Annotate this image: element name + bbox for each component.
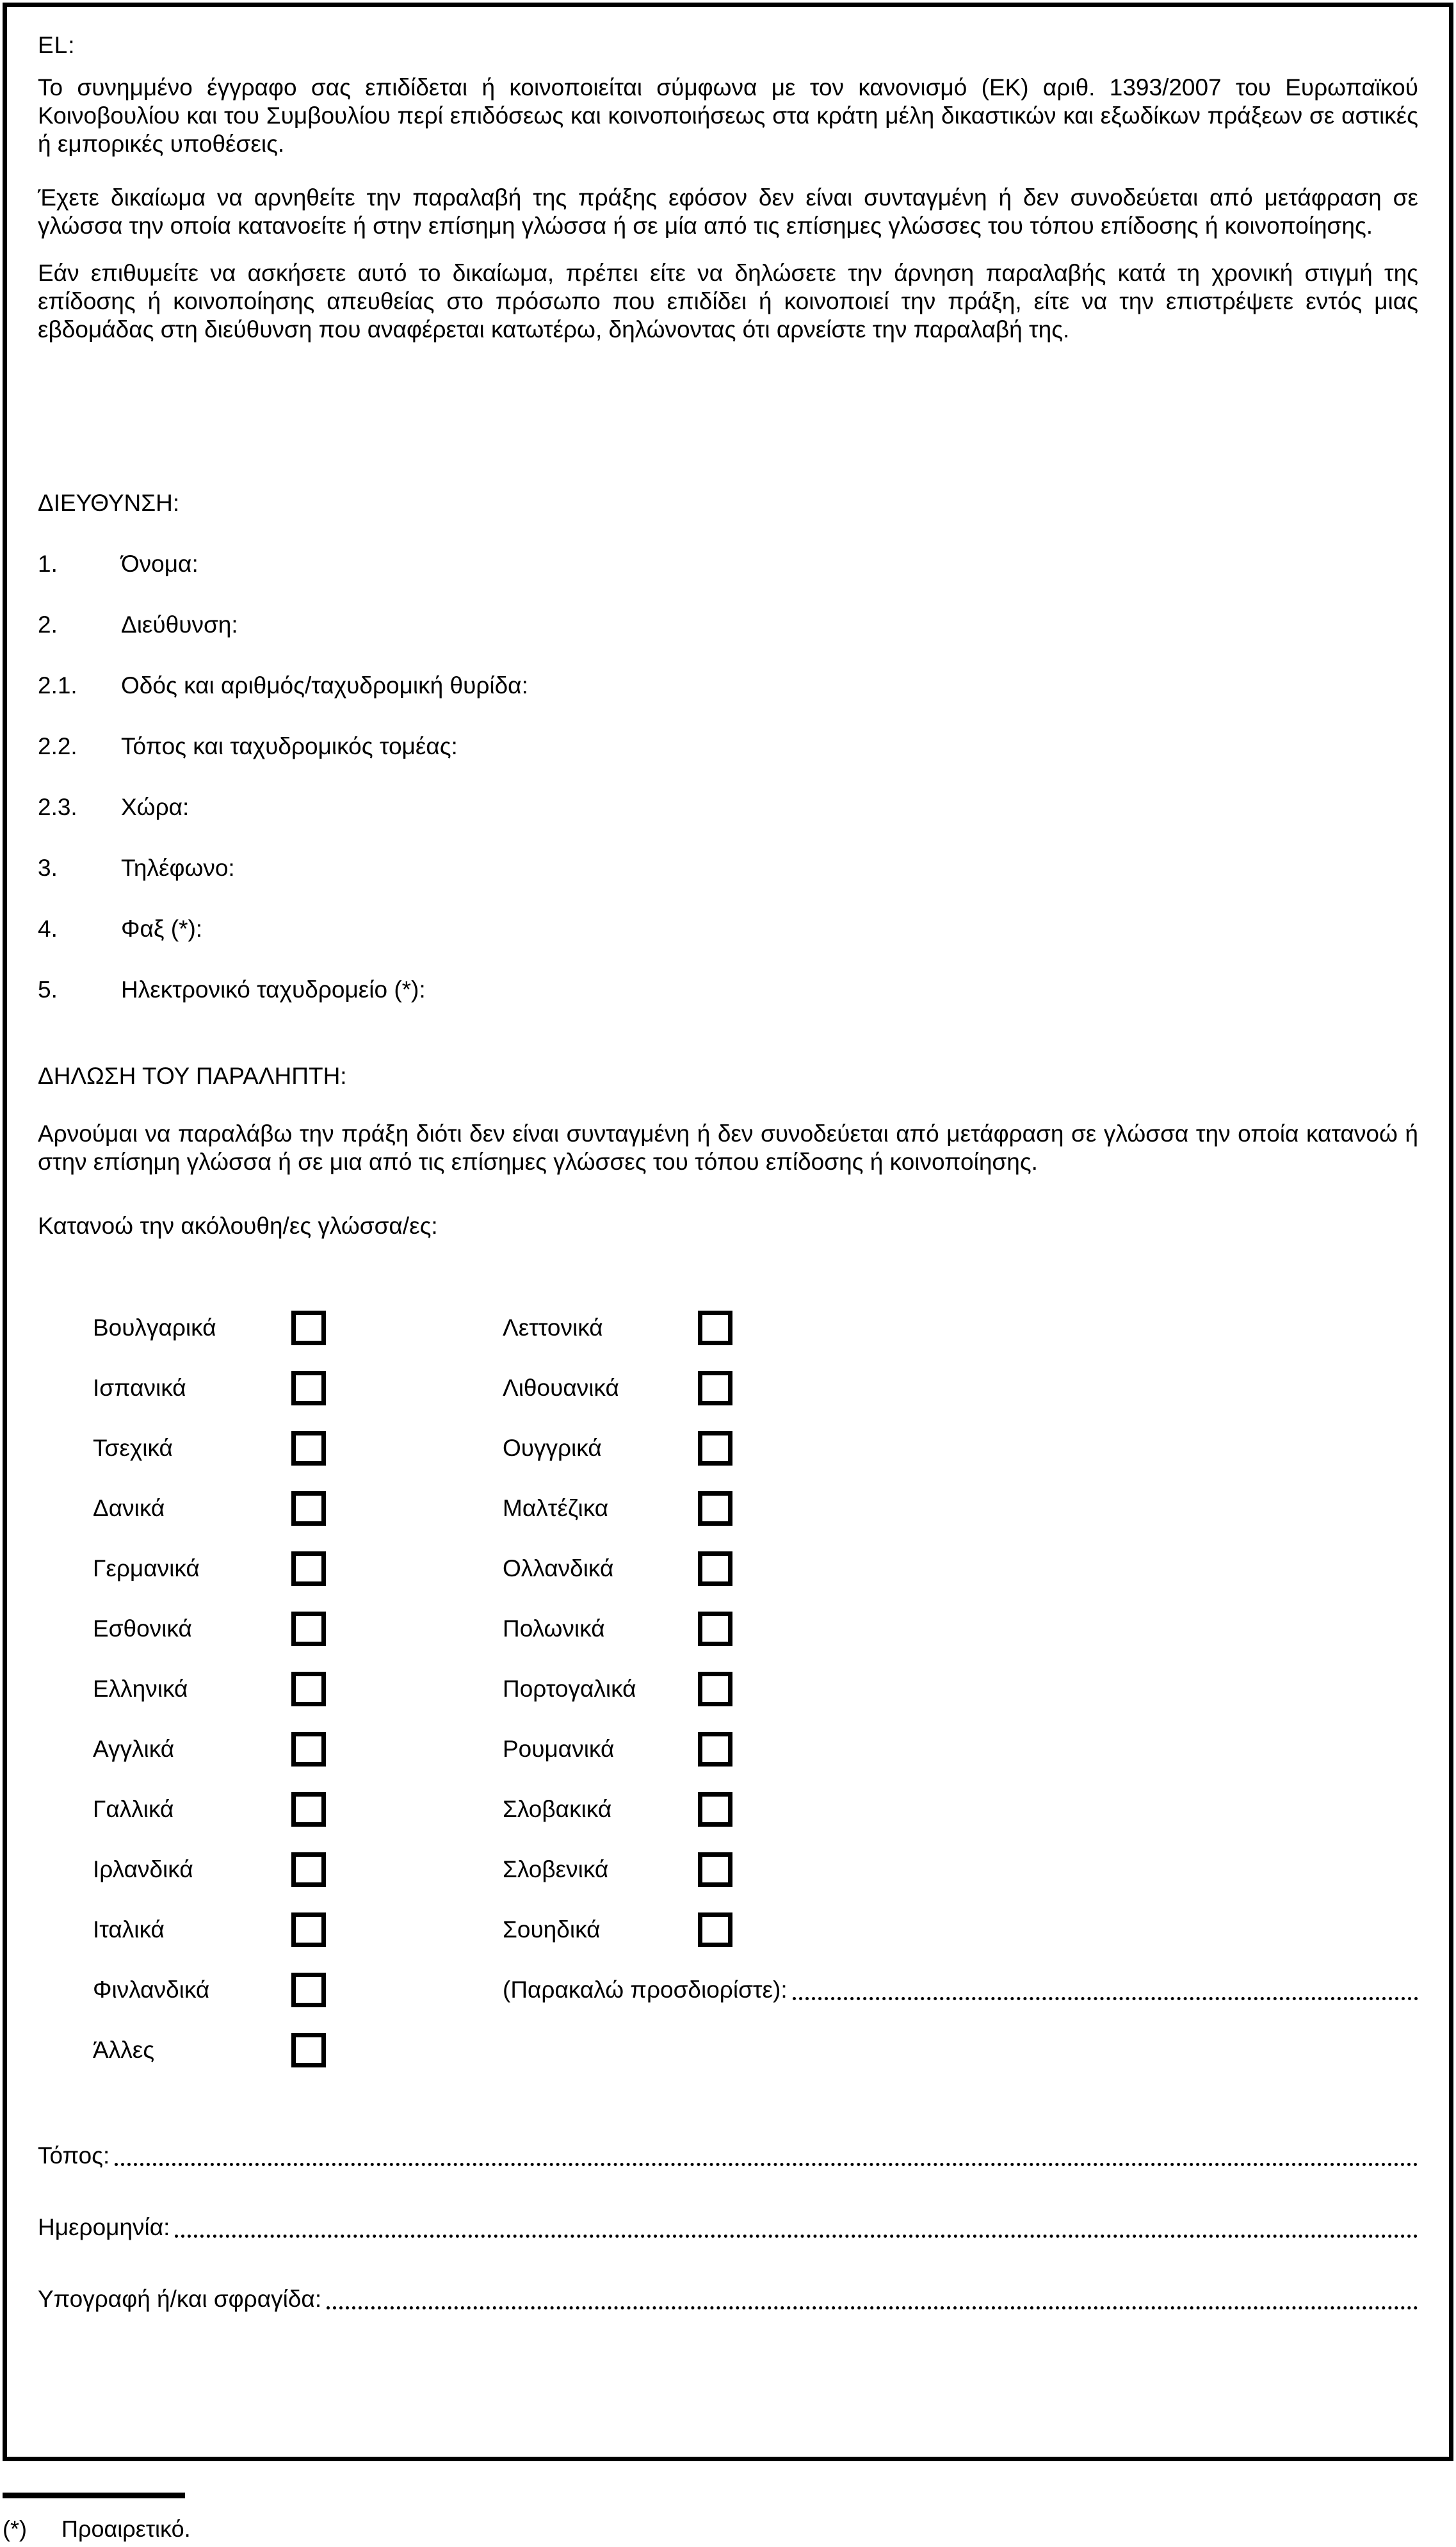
address-section-heading: ΔΙΕΥΘΥΝΣΗ: [38,490,180,516]
date-fill-line[interactable] [175,2235,1418,2238]
checkbox-italian[interactable] [291,1912,326,1947]
checkbox-swedish[interactable] [698,1912,732,1947]
language-label-lithuanian: Λιθουανικά [503,1375,619,1401]
item-label: Τηλέφωνο: [121,855,235,881]
language-label-french: Γαλλικά [93,1796,174,1822]
checkbox-lithuanian[interactable] [698,1371,732,1405]
checkbox-slovenian[interactable] [698,1852,732,1887]
checkbox-english[interactable] [291,1732,326,1767]
item-label: Όνομα: [121,551,198,577]
language-label-spanish: Ισπανικά [93,1375,186,1401]
checkbox-greek[interactable] [291,1672,326,1706]
address-item-phone [38,854,1418,882]
address-item-country [38,793,1418,821]
language-label-latvian: Λεττονικά [503,1314,603,1341]
item-number: 2.3. [38,794,77,820]
item-number: 5. [38,976,58,1003]
language-row [38,1973,1418,2007]
address-list [38,550,1418,1004]
specify-label: (Παρακαλώ προσδιορίστε): [503,1977,788,2003]
checkbox-czech[interactable] [291,1431,326,1466]
checkbox-polish[interactable] [698,1612,732,1646]
item-number: 1. [38,551,58,577]
language-label-greek: Ελληνικά [93,1676,188,1702]
language-row [38,1612,1418,1646]
signature-fill-line[interactable] [327,2306,1418,2309]
item-label: Οδός και αριθμός/ταχυδρομική θυρίδα: [121,672,528,699]
signature-field [38,2285,1418,2313]
specify-fill-line[interactable] [793,1997,1418,2000]
declaration-section-heading: ΔΗΛΩΣΗ ΤΟΥ ΠΑΡΑΛΗΠΤΗ: [38,1063,347,1089]
language-row [38,1551,1418,1586]
item-label: Φαξ (*): [121,916,203,942]
declaration-paragraph: Αρνούμαι να παραλάβω την πράξη διότι δεν είναι συνταγμένη ή δεν συνοδεύεται από μετάφραση σε γλώσσα την οποία κατανοώ ή στην επίσημη γλώσσα ή σε μια από τις επίσημες γλώσσες του τόπου επίδοσης ή κοινοποίησης. [38,1120,1418,1175]
language-label-hungarian: Ουγγρικά [503,1435,602,1461]
language-row [38,1311,1418,1345]
checkbox-hungarian[interactable] [698,1431,732,1466]
language-label-bulgarian: Βουλγαρικά [93,1314,216,1341]
language-label-finnish: Φινλανδικά [93,1977,210,2003]
language-label-other: Άλλες [93,2037,155,2063]
checkbox-dutch[interactable] [698,1551,732,1586]
checkbox-portuguese[interactable] [698,1672,732,1706]
language-label-dutch: Ολλανδικά [503,1555,614,1581]
document-frame [3,3,1453,2461]
checkbox-german[interactable] [291,1551,326,1586]
checkbox-latvian[interactable] [698,1311,732,1345]
language-label-slovak: Σλοβακικά [503,1796,612,1822]
checkbox-spanish[interactable] [291,1371,326,1405]
item-number: 2.2. [38,733,77,759]
item-label: Τόπος και ταχυδρομικός τομέας: [121,733,458,759]
checkbox-estonian[interactable] [291,1612,326,1646]
language-label-czech: Τσεχικά [93,1435,173,1461]
address-item-place [38,732,1418,761]
checkbox-bulgarian[interactable] [291,1311,326,1345]
specify-field [503,1976,1418,2004]
item-label: Ηλεκτρονικό ταχυδρομείο (*): [121,976,426,1003]
language-row [38,1672,1418,1706]
checkbox-french[interactable] [291,1792,326,1827]
intro-paragraph-2: Έχετε δικαίωμα να αρνηθείτε την παραλαβή της πράξης εφόσον δεν είναι συνταγμένη ή δεν συνοδεύεται από μετάφραση σε γλώσσα την οποία κατανοείτε ή στην επίσημη γλώσσα ή σε μία από τις επίσημες γλώσσες του τόπου επίδοσης ή κοινοποίησης. [38,184,1418,239]
place-fill-line[interactable] [115,2163,1418,2166]
checkbox-maltese[interactable] [698,1491,732,1526]
date-label: Ημερομηνία: [38,2214,170,2240]
checkbox-slovak[interactable] [698,1792,732,1827]
language-label-irish: Ιρλανδικά [93,1856,193,1882]
language-row [38,1431,1418,1466]
checkbox-danish[interactable] [291,1491,326,1526]
item-label: Χώρα: [121,794,190,820]
intro-paragraph-1: Το συνημμένο έγγραφο σας επιδίδεται ή κοινοποιείται σύμφωνα με τον κανονισμό (ΕΚ) αριθ. 1393/2007 του Ευρωπαϊκού Κοινοβουλίου και του Συμβουλίου περί επιδόσεως και κοινοποιήσεως στα κράτη μέλη δικαστικών και εξωδίκων πράξεων σε αστικές ή εμπορικές υποθέσεις. [38,74,1418,157]
language-row [38,1912,1418,1947]
address-item-address [38,611,1418,639]
language-row [38,1371,1418,1405]
footnote-marker: (*) [3,2516,27,2542]
address-item-fax [38,915,1418,943]
language-label-swedish: Σουηδικά [503,1916,601,1943]
language-label-estonian: Εσθονικά [93,1615,192,1642]
item-number: 2. [38,611,58,638]
language-row [38,1792,1418,1827]
footnote-text: Προαιρετικό. [61,2516,191,2542]
place-field [38,2142,1418,2170]
language-checkbox-grid [38,1311,1418,2067]
date-field [38,2213,1418,2242]
language-label-english: Αγγλικά [93,1736,175,1762]
languages-prompt: Κατανοώ την ακόλουθη/ες γλώσσα/ες: [38,1213,438,1239]
language-label-maltese: Μαλτέζικα [503,1495,609,1521]
language-label-polish: Πολωνικά [503,1615,605,1642]
language-row [38,1852,1418,1887]
language-row [38,1732,1418,1767]
language-label-german: Γερμανικά [93,1555,200,1581]
language-label-romanian: Ρουμανικά [503,1736,615,1762]
item-number: 3. [38,855,58,881]
language-tag: EL: [38,32,76,58]
place-label: Τόπος: [38,2142,110,2169]
checkbox-romanian[interactable] [698,1732,732,1767]
address-item-street [38,672,1418,700]
language-row [38,1491,1418,1526]
signature-label: Υπογραφή ή/και σφραγίδα: [38,2286,322,2312]
checkbox-other[interactable] [291,2033,326,2067]
language-row [38,2033,1418,2067]
language-label-danish: Δανικά [93,1495,165,1521]
footnote [3,2515,1425,2543]
checkbox-irish[interactable] [291,1852,326,1887]
address-item-email [38,976,1418,1004]
footnote-separator [3,2493,185,2498]
address-item-name [38,550,1418,578]
checkbox-finnish[interactable] [291,1973,326,2007]
item-number: 4. [38,916,58,942]
language-label-portuguese: Πορτογαλικά [503,1676,636,1702]
intro-paragraph-3: Εάν επιθυμείτε να ασκήσετε αυτό το δικαίωμα, πρέπει είτε να δηλώσετε την άρνηση παραλαβής κατά τη χρονική στιγμή της επίδοσης ή κοινοποίησης απευθείας στο πρόσωπο που επιδίδει ή κοινοποιεί την πράξη, είτε να την επιστρέψετε εντός μιας εβδομάδας στη διεύθυνση που αναφέρεται κατωτέρω, δηλώνοντας ότι αρνείστε την παραλαβή της. [38,260,1418,343]
language-label-italian: Ιταλικά [93,1916,165,1943]
item-number: 2.1. [38,672,77,699]
language-label-slovenian: Σλοβενικά [503,1856,609,1882]
item-label: Διεύθυνση: [121,611,238,638]
